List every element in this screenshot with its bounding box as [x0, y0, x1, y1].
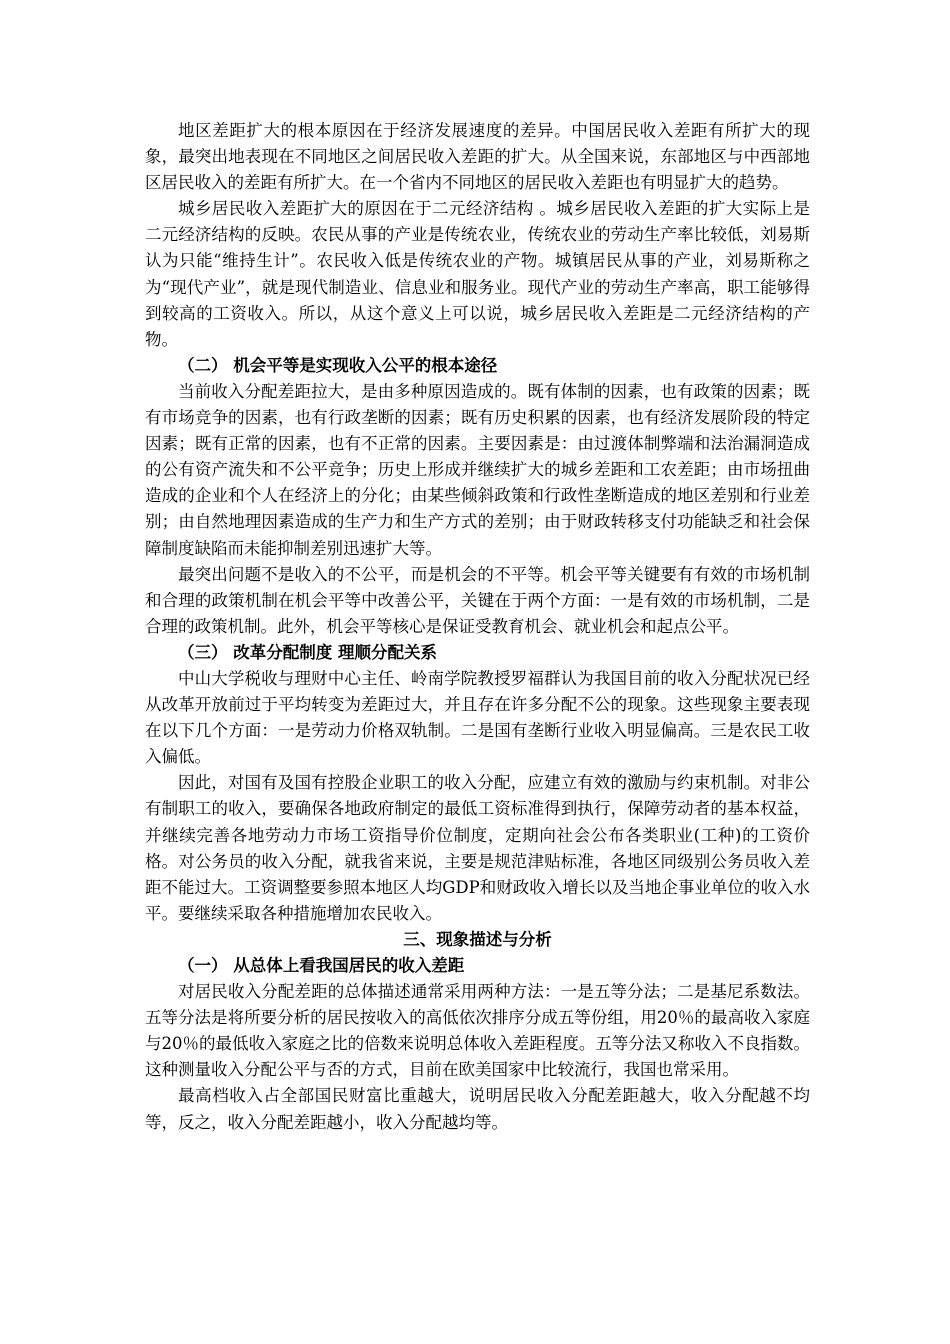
- paragraph-regional-gap: 地区差距扩大的根本原因在于经济发展速度的差异。中国居民收入差距有所扩大的现象，最突出地表现在不同地区之间居民收入差距的扩大。从全国来说，东部地区与中西部地区居民收入的差距有所扩大。在一个省内不同地区的居民收入差距也有明显扩大的趋势。: [145, 121, 810, 193]
- paragraph-conclusion: 最高档收入占全部国民财富比重越大，说明居民收入分配差距越大，收入分配越不均等，反之，收入分配差距越小，收入分配越均等。: [145, 1086, 810, 1132]
- document-page: [145, 118, 810, 1136]
- chapter-heading: 三、现象描述与分析: [403, 929, 552, 949]
- paragraph-causes: 当前收入分配差距拉大，是由多种原因造成的。既有体制的因素，也有政策的因素；既有市场竞争的因素，也有行政垄断的因素；既有历史积累的因素，也有经济发展阶段的特定因素；既有正常的因素，也有不正常的因素。主要因素是：由过渡体制弊端和法治漏洞造成的公有资产流失和不公平竞争；历史上形成并继续扩大的城乡差距和工农差距；由市场扭曲造成的企业和个人在经济上的分化；由某些倾斜政策和行政性垄断造成的地区差别和行业差别；由自然地理因素造成的生产力和生产方式的差别；由于财政转移支付功能缺乏和社会保障制度缺陷而未能抑制差别迅速扩大等。: [145, 381, 810, 558]
- paragraph-urban-rural-gap: 城乡居民收入差距扩大的原因在于二元经济结构 。城乡居民收入差距的扩大实际上是二元经济结构的反映。农民从事的产业是传统农业，传统农业的劳动生产率比较低，刘易斯认为只能“维持生计”。农民收入低是传统农业的产物。城镇居民从事的产业，刘易斯称之为“现代产业”，就是现代制造业、信息业和服务业。现代产业的劳动生产率高，职工能够得到较高的工资收入。所以，从这个意义上可以说，城乡居民收入差距是二元经济结构的产物。: [145, 199, 810, 349]
- section-heading-2: （二） 机会平等是实现收入公平的根本途径: [178, 355, 498, 375]
- paragraph-quintile-method: 对居民收入分配差距的总体描述通常采用两种方法：一是五等分法；二是基尼系数法。五等分法是将所要分析的居民按收入的高低依次排序分成五等份组，用20％的最高收入家庭与20％的最低收入家庭之比的倍数来说明总体收入差距程度。五等分法又称收入不良指数。这种测量收入分配公平与否的方式，目前在欧美国家中比较流行，我国也常采用。: [145, 982, 810, 1080]
- section-heading-3: （三） 改革分配制度 理顺分配关系: [178, 642, 437, 662]
- section-heading-1: （一） 从总体上看我国居民的收入差距: [178, 956, 465, 975]
- paragraph-opportunity: 最突出问题不是收入的不公平，而是机会的不平等。机会平等关键要有有效的市场机制和合理的政策机制在机会平等中改善公平，关键在于两个方面：一是有效的市场机制，二是合理的政策机制。此外，机会平等核心是保证受教育机会、就业机会和起点公平。: [145, 564, 810, 636]
- paragraph-luo-fuqun: 中山大学税收与理财中心主任、岭南学院教授罗福群认为我国目前的收入分配状况已经从改革开放前过于平均转变为差距过大，并且存在许多分配不公的现象。这些现象主要表现在以下几个方面：一是劳动力价格双轨制。二是国有垄断行业收入明显偏高。三是农民工收入偏低。: [145, 668, 810, 767]
- paragraph-measures: 因此，对国有及国有控股企业职工的收入分配，应建立有效的激励与约束机制。对非公有制职工的收入，要确保各地政府制定的最低工资标准得到执行，保障劳动者的基本权益，并继续完善各地劳动力市场工资指导价位制度，定期向社会公布各类职业(工种)的工资价格。对公务员的收入分配，就我省来说，主要是规范津贴标准，各地区同级别公务员收入差距不能过大。工资调整要参照本地区人均GDP和财政收入增长以及当地企事业单位的收入水平。要继续采取各种措施增加农民收入。: [145, 773, 810, 923]
